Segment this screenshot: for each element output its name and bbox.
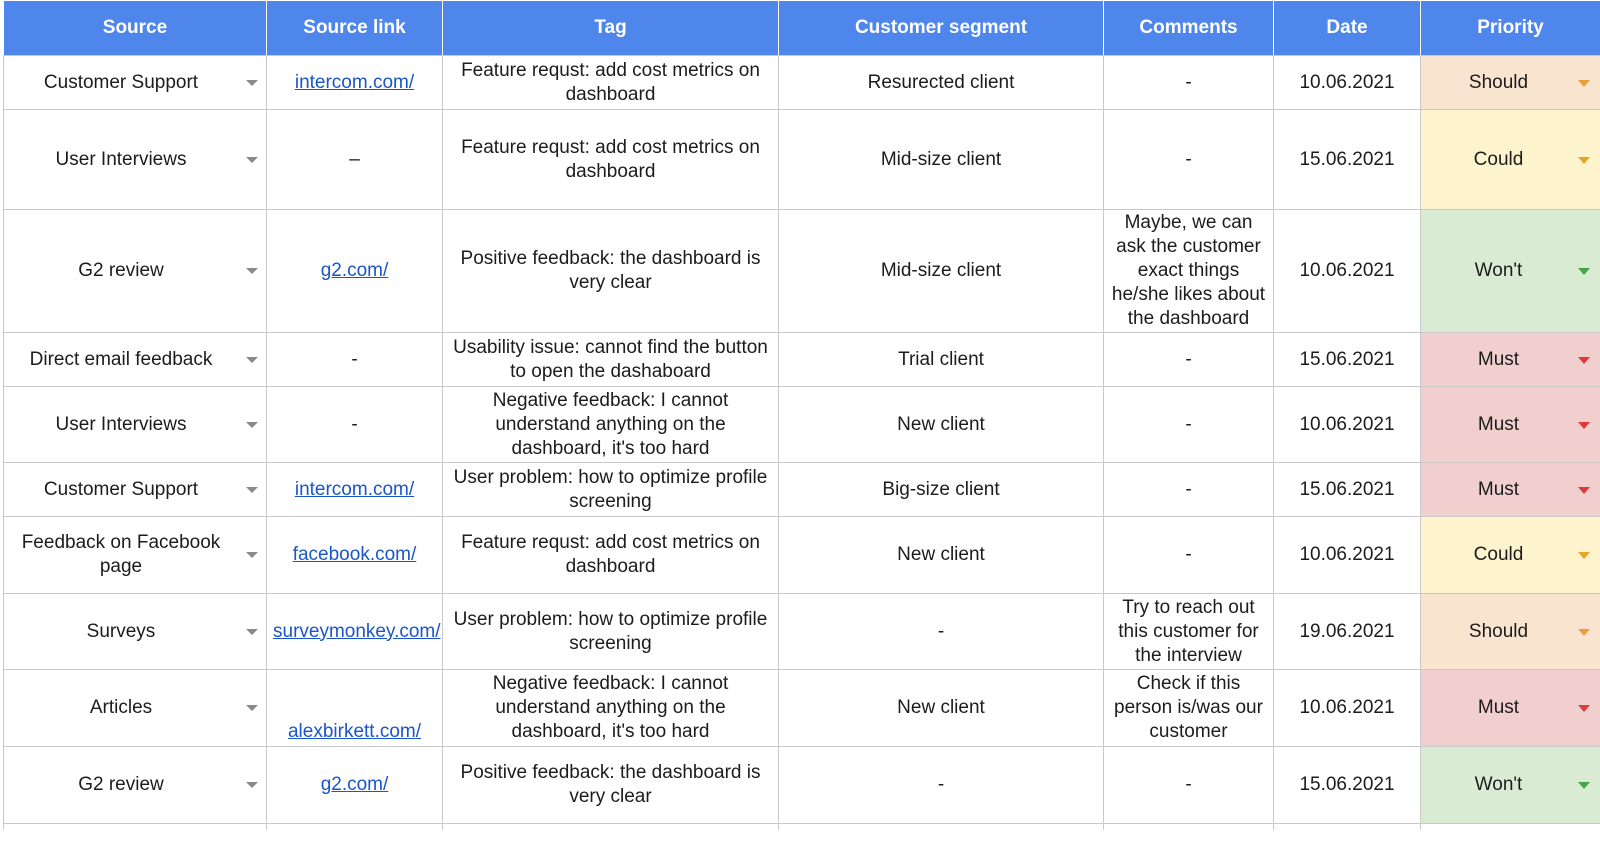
source-link[interactable]: facebook.com/ bbox=[292, 544, 417, 565]
source-link[interactable]: surveymonkey.com/ bbox=[273, 620, 441, 642]
comments-cell[interactable]: - bbox=[1104, 56, 1274, 110]
source-dropdown-cell[interactable] bbox=[4, 594, 267, 670]
header-source-link[interactable]: Source link bbox=[267, 1, 443, 56]
customer-segment-cell[interactable]: Mid-size client bbox=[779, 210, 1104, 333]
priority-value: Must bbox=[1477, 478, 1520, 500]
date-cell[interactable]: 19.06.2021 bbox=[1274, 594, 1421, 670]
customer-segment-cell[interactable]: Resurected client bbox=[779, 56, 1104, 110]
comments-cell[interactable]: - bbox=[1104, 333, 1274, 387]
source-dropdown-cell[interactable] bbox=[4, 747, 267, 824]
tag-cell[interactable]: Feature requst: add cost metrics on dashboard bbox=[443, 56, 779, 110]
comments-cell[interactable]: Try to reach out this customer for the interview bbox=[1104, 594, 1274, 670]
tag-cell[interactable]: Feature requst: add cost metrics on dashboard bbox=[443, 517, 779, 594]
cell[interactable] bbox=[1421, 824, 1600, 830]
dropdown-caret-icon[interactable] bbox=[246, 782, 258, 788]
tag-cell[interactable]: Usability issue: cannot find the button to open the dashaboard bbox=[443, 333, 779, 387]
dropdown-caret-icon[interactable] bbox=[1578, 705, 1590, 712]
source-value: Surveys bbox=[86, 620, 156, 642]
tag-cell[interactable]: User problem: how to optimize profile screening bbox=[443, 594, 779, 670]
header-tag[interactable]: Tag bbox=[443, 1, 779, 56]
priority-value: Won't bbox=[1474, 774, 1523, 795]
priority-dropdown-cell[interactable] bbox=[1421, 333, 1600, 387]
customer-segment-cell[interactable]: Mid-size client bbox=[779, 110, 1104, 210]
source-link-cell[interactable] bbox=[267, 463, 443, 517]
cell[interactable] bbox=[267, 824, 443, 830]
header-row bbox=[4, 1, 1600, 56]
cell[interactable] bbox=[4, 824, 267, 830]
source-value: Direct email feedback bbox=[29, 348, 213, 370]
cell[interactable] bbox=[443, 824, 779, 830]
dropdown-caret-icon[interactable] bbox=[246, 357, 258, 363]
priority-dropdown-cell[interactable] bbox=[1421, 670, 1600, 747]
table-row bbox=[4, 670, 1600, 747]
dropdown-caret-icon[interactable] bbox=[1578, 552, 1590, 559]
source-link-cell[interactable] bbox=[267, 110, 443, 210]
tag-cell[interactable]: Feature requst: add cost metrics on dashboard bbox=[443, 110, 779, 210]
comments-cell[interactable]: - bbox=[1104, 517, 1274, 594]
source-link-cell[interactable] bbox=[267, 333, 443, 387]
tag-cell[interactable]: Positive feedback: the dashboard is very clear bbox=[443, 210, 779, 333]
table-row bbox=[4, 747, 1600, 824]
dropdown-caret-icon[interactable] bbox=[1578, 157, 1590, 164]
source-link-cell[interactable] bbox=[267, 747, 443, 824]
comments-cell[interactable]: Check if this person is/was our customer bbox=[1104, 670, 1274, 747]
table-row bbox=[4, 333, 1600, 387]
customer-segment-cell[interactable]: Big-size client bbox=[779, 463, 1104, 517]
table-row-partial bbox=[4, 824, 1600, 830]
table-row bbox=[4, 210, 1600, 333]
header-customer-segment[interactable]: Customer segment bbox=[779, 1, 1104, 56]
dropdown-caret-icon[interactable] bbox=[246, 80, 258, 86]
tag-cell[interactable]: User problem: how to optimize profile screening bbox=[443, 463, 779, 517]
customer-segment-cell[interactable]: - bbox=[779, 594, 1104, 670]
source-dropdown-cell[interactable] bbox=[4, 110, 267, 210]
date-cell[interactable]: 15.06.2021 bbox=[1274, 747, 1421, 824]
dropdown-caret-icon[interactable] bbox=[1578, 357, 1590, 364]
source-link[interactable]: intercom.com/ bbox=[294, 478, 415, 500]
dropdown-caret-icon[interactable] bbox=[246, 422, 258, 428]
dropdown-caret-icon[interactable] bbox=[246, 157, 258, 163]
priority-dropdown-cell[interactable] bbox=[1421, 210, 1600, 333]
dropdown-caret-icon[interactable] bbox=[246, 268, 258, 274]
tag-cell[interactable]: Positive feedback: the dashboard is very clear bbox=[443, 747, 779, 824]
source-dropdown-cell[interactable] bbox=[4, 333, 267, 387]
customer-segment-cell[interactable]: - bbox=[779, 747, 1104, 824]
source-value: Feedback on Facebook page bbox=[21, 532, 221, 577]
comments-cell[interactable]: Maybe, we can ask the customer exact things he/she likes about the dashboard bbox=[1104, 210, 1274, 333]
cell[interactable] bbox=[1104, 824, 1274, 830]
customer-segment-cell[interactable]: Trial client bbox=[779, 333, 1104, 387]
date-cell[interactable]: 10.06.2021 bbox=[1274, 210, 1421, 333]
source-dropdown-cell[interactable] bbox=[4, 56, 267, 110]
customer-segment-cell[interactable]: New client bbox=[779, 517, 1104, 594]
source-value: Customer Support bbox=[43, 478, 199, 500]
spreadsheet bbox=[3, 0, 1600, 830]
dropdown-caret-icon[interactable] bbox=[1578, 268, 1590, 275]
date-cell[interactable]: 15.06.2021 bbox=[1274, 333, 1421, 387]
table-row bbox=[4, 517, 1600, 594]
comments-cell[interactable]: - bbox=[1104, 110, 1274, 210]
priority-dropdown-cell[interactable] bbox=[1421, 463, 1600, 517]
priority-dropdown-cell[interactable] bbox=[1421, 387, 1600, 463]
header-comments[interactable]: Comments bbox=[1104, 1, 1274, 56]
header-source[interactable]: Source bbox=[4, 1, 267, 56]
date-cell[interactable]: 15.06.2021 bbox=[1274, 463, 1421, 517]
source-link[interactable]: intercom.com/ bbox=[294, 71, 415, 93]
customer-segment-cell[interactable]: New client bbox=[779, 387, 1104, 463]
dropdown-caret-icon[interactable] bbox=[1578, 422, 1590, 429]
source-value: Articles bbox=[89, 697, 153, 718]
header-priority[interactable]: Priority bbox=[1421, 1, 1600, 56]
dropdown-caret-icon[interactable] bbox=[246, 705, 258, 711]
cell[interactable] bbox=[1274, 824, 1421, 830]
table-row bbox=[4, 56, 1600, 110]
date-cell[interactable]: 10.06.2021 bbox=[1274, 670, 1421, 747]
header-date[interactable]: Date bbox=[1274, 1, 1421, 56]
dropdown-caret-icon[interactable] bbox=[1578, 782, 1590, 789]
priority-value: Must bbox=[1477, 348, 1520, 370]
priority-value: Won't bbox=[1474, 260, 1523, 281]
source-link-empty: - bbox=[351, 348, 358, 370]
source-value: User Interviews bbox=[55, 148, 187, 170]
priority-dropdown-cell[interactable] bbox=[1421, 517, 1600, 594]
table-row bbox=[4, 463, 1600, 517]
table-row bbox=[4, 387, 1600, 463]
priority-dropdown-cell[interactable] bbox=[1421, 594, 1600, 670]
table-row bbox=[4, 110, 1600, 210]
source-value: G2 review bbox=[78, 774, 164, 795]
source-link-cell[interactable] bbox=[267, 387, 443, 463]
source-dropdown-cell[interactable] bbox=[4, 463, 267, 517]
dropdown-caret-icon[interactable] bbox=[246, 629, 258, 635]
date-cell[interactable]: 15.06.2021 bbox=[1274, 110, 1421, 210]
dropdown-caret-icon[interactable] bbox=[246, 552, 258, 558]
source-link-cell[interactable] bbox=[267, 594, 443, 670]
dropdown-caret-icon[interactable] bbox=[1578, 487, 1590, 494]
source-value: User Interviews bbox=[55, 413, 187, 435]
dropdown-caret-icon[interactable] bbox=[246, 487, 258, 493]
date-cell[interactable]: 10.06.2021 bbox=[1274, 56, 1421, 110]
tag-cell[interactable]: Negative feedback: I cannot understand anything on the dashboard, it's too hard bbox=[443, 387, 779, 463]
feedback-table bbox=[3, 0, 1600, 830]
source-value: G2 review bbox=[78, 260, 164, 281]
priority-value: Could bbox=[1473, 148, 1524, 170]
date-cell[interactable]: 10.06.2021 bbox=[1274, 387, 1421, 463]
priority-value: Must bbox=[1477, 697, 1520, 718]
cell[interactable] bbox=[779, 824, 1104, 830]
priority-value: Could bbox=[1473, 544, 1524, 565]
source-link-cell[interactable] bbox=[267, 56, 443, 110]
source-link-empty: - bbox=[351, 413, 358, 435]
customer-segment-cell[interactable]: New client bbox=[779, 670, 1104, 747]
source-dropdown-cell[interactable] bbox=[4, 670, 267, 747]
priority-value: Should bbox=[1468, 71, 1529, 93]
priority-value: Should bbox=[1468, 620, 1529, 642]
source-dropdown-cell[interactable] bbox=[4, 387, 267, 463]
source-link[interactable]: g2.com/ bbox=[320, 260, 389, 281]
date-cell[interactable]: 10.06.2021 bbox=[1274, 517, 1421, 594]
dropdown-caret-icon[interactable] bbox=[1578, 80, 1590, 87]
source-link[interactable]: alexbirkett.com/ bbox=[287, 721, 422, 742]
priority-dropdown-cell[interactable] bbox=[1421, 747, 1600, 824]
table-row bbox=[4, 594, 1600, 670]
source-dropdown-cell[interactable] bbox=[4, 517, 267, 594]
comments-cell[interactable]: - bbox=[1104, 387, 1274, 463]
source-link[interactable]: g2.com/ bbox=[320, 774, 389, 795]
comments-cell[interactable]: - bbox=[1104, 463, 1274, 517]
priority-dropdown-cell[interactable] bbox=[1421, 56, 1600, 110]
source-link-empty: – bbox=[349, 148, 360, 170]
source-value: Customer Support bbox=[43, 71, 199, 93]
source-dropdown-cell[interactable] bbox=[4, 210, 267, 333]
comments-cell[interactable]: - bbox=[1104, 747, 1274, 824]
priority-dropdown-cell[interactable] bbox=[1421, 110, 1600, 210]
priority-value: Must bbox=[1477, 413, 1520, 435]
source-link-cell[interactable] bbox=[267, 670, 443, 747]
dropdown-caret-icon[interactable] bbox=[1578, 629, 1590, 636]
tag-cell[interactable]: Negative feedback: I cannot understand anything on the dashboard, it's too hard bbox=[443, 670, 779, 747]
source-link-cell[interactable] bbox=[267, 210, 443, 333]
source-link-cell[interactable] bbox=[267, 517, 443, 594]
